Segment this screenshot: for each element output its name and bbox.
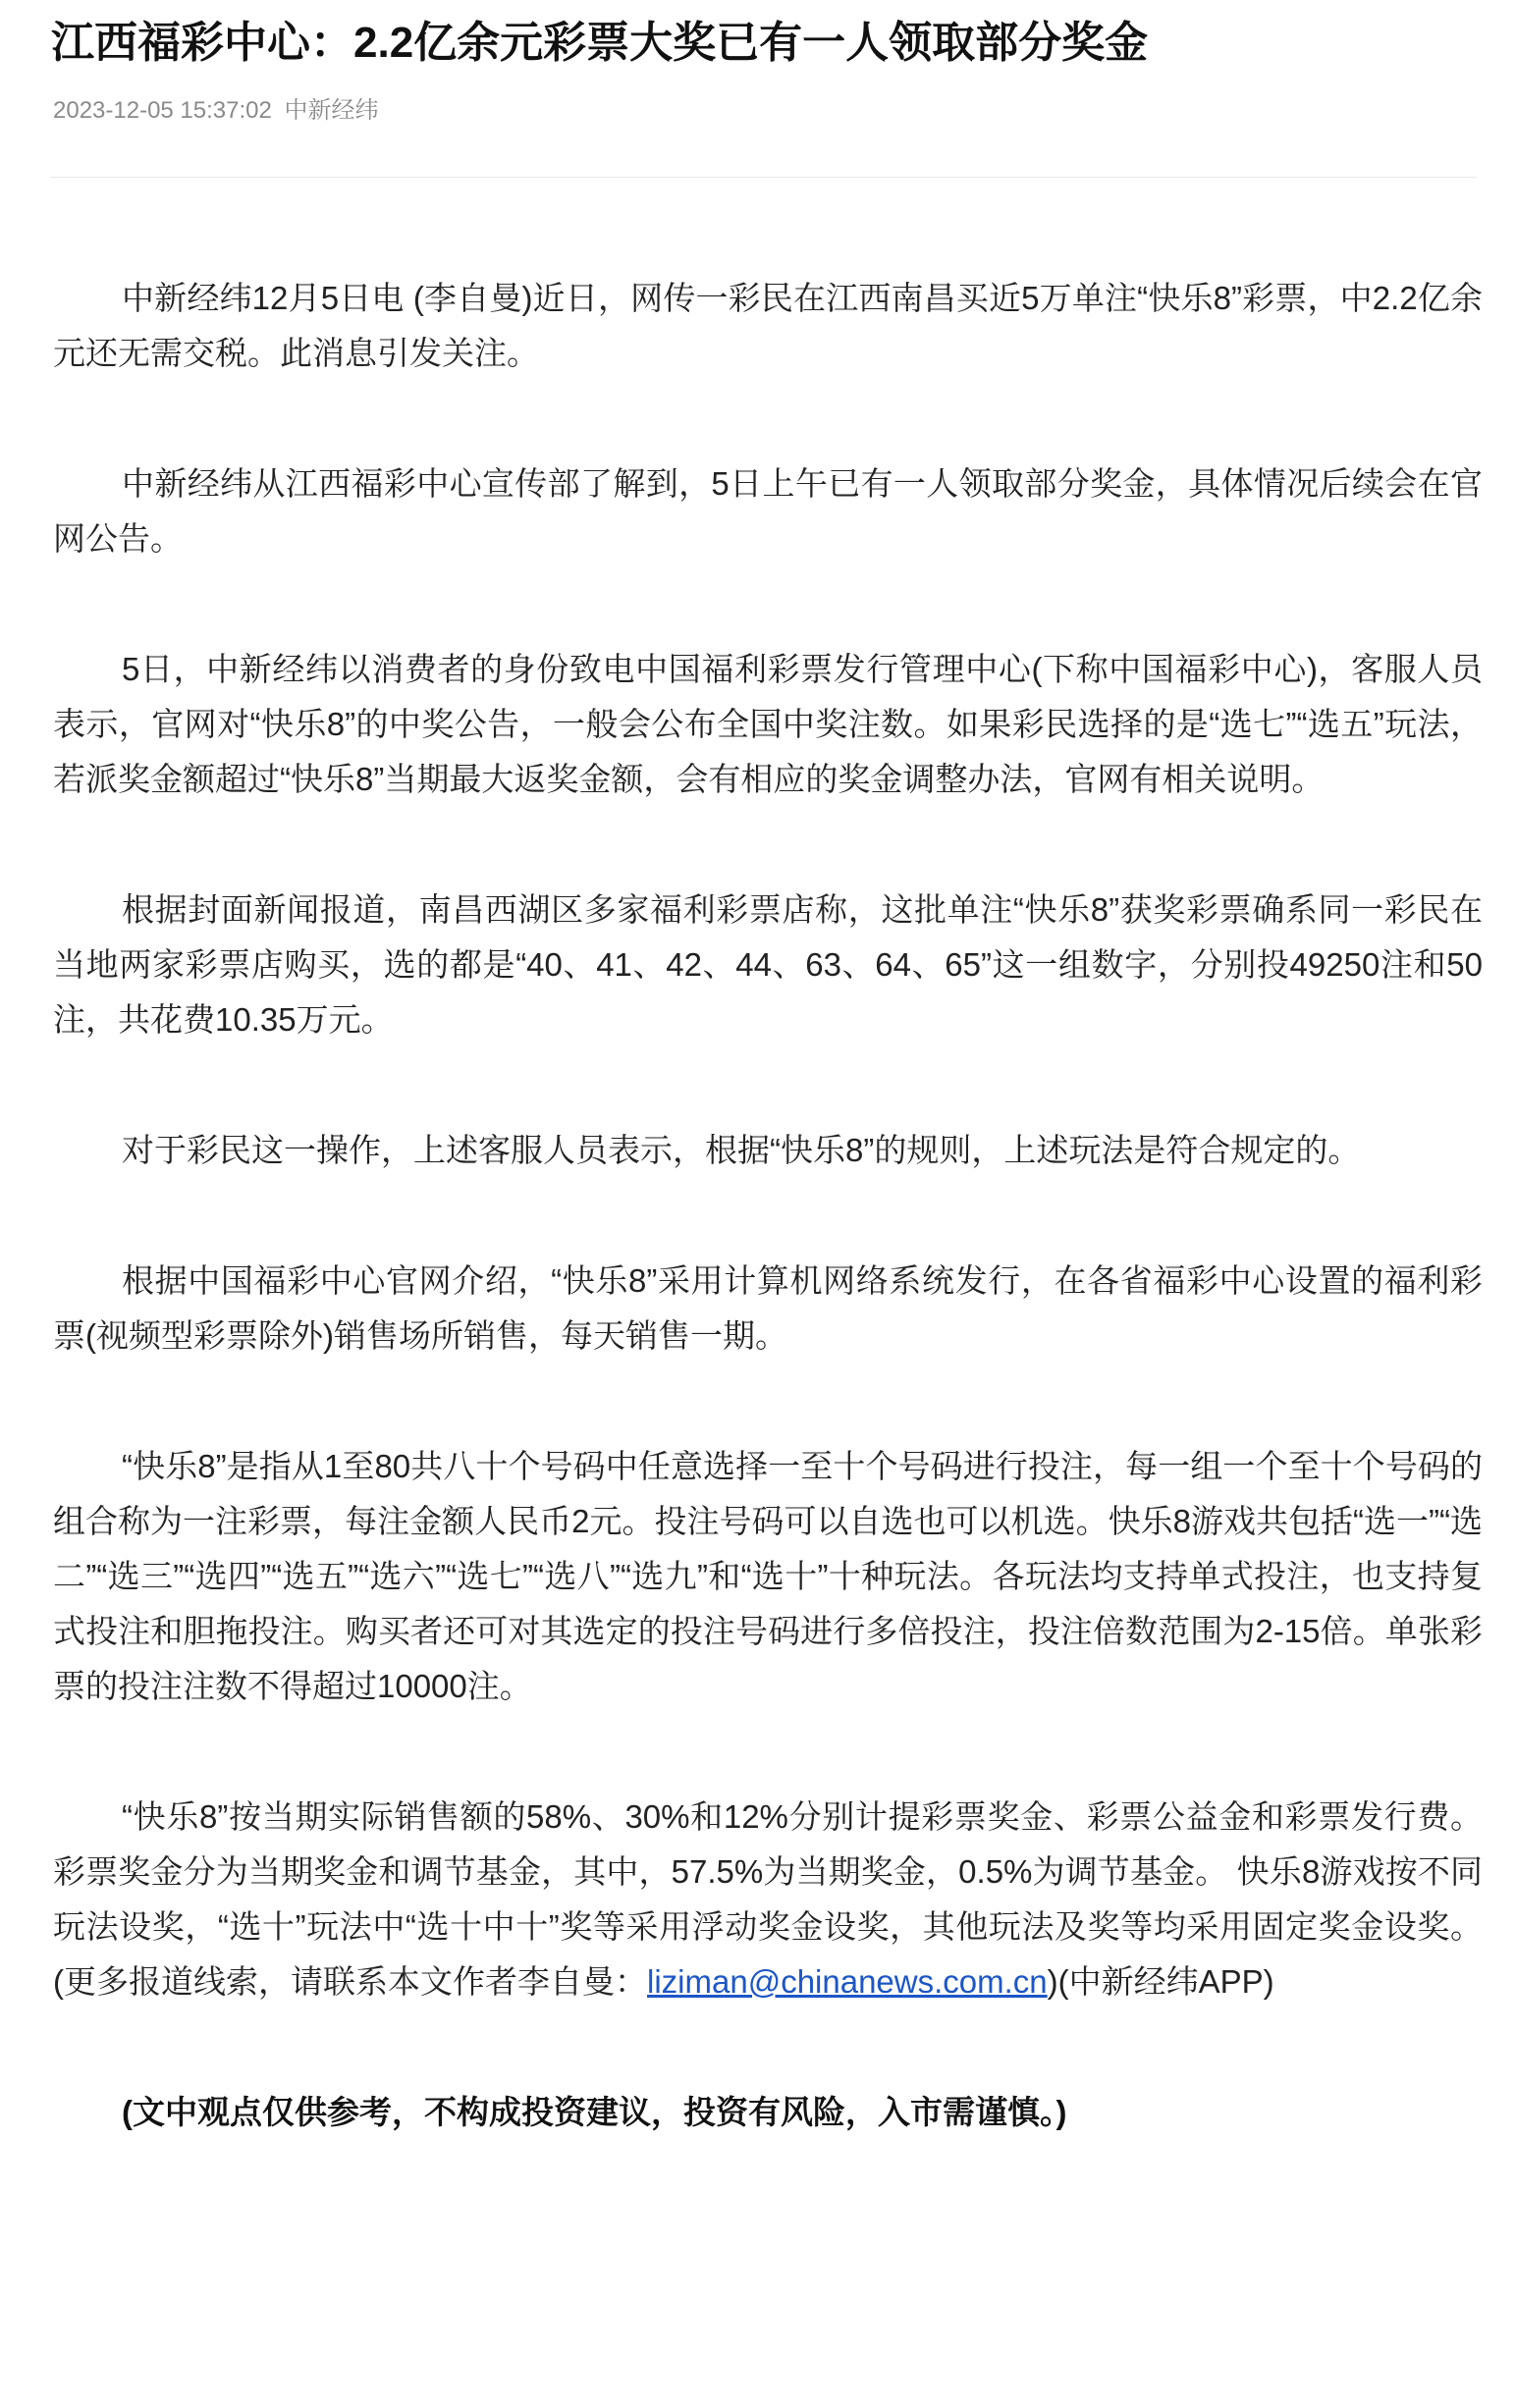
- paragraph: 根据中国福彩中心官网介绍，“快乐8”采用计算机网络系统发行，在各省福彩中心设置的福利彩票(视频型彩票除外)销售场所销售，每天销售一期。: [53, 1262, 1483, 1354]
- header-divider: [51, 177, 1477, 178]
- author-email-link[interactable]: liziman@chinanews.com.cn: [647, 1963, 1048, 2000]
- article-meta: [53, 94, 379, 128]
- paragraph-text-tail: )(中新经纬APP): [1047, 1963, 1274, 2000]
- paragraph: 中新经纬12月5日电 (李自曼)近日，网传一彩民在江西南昌买近5万单注“快乐8”彩票，中2.2亿余元还无需交税。此消息引发关注。: [53, 280, 1483, 371]
- paragraph-text: “快乐8”按当期实际销售额的58%、30%和12%分别计提彩票奖金、彩票公益金和彩票发行费。彩票奖金分为当期奖金和调节基金，其中，57.5%为当期奖金，0.5%为调节基金。 快乐8游戏按不同玩法设奖，“选十”玩法中“选十中十”奖等采用浮动奖金设奖，其他玩法及奖等均采用固定奖金设奖。(更多报道线索，请联系本文作者李自曼：: [53, 1798, 1483, 2000]
- paragraph: 对于彩民这一操作，上述客服人员表示，根据“快乐8”的规则，上述玩法是符合规定的。: [122, 1132, 1361, 1168]
- paragraph: 中新经纬从江西福彩中心宣传部了解到，5日上午已有一人领取部分奖金，具体情况后续会在官网公告。: [53, 465, 1483, 557]
- article-title: 江西福彩中心：2.2亿余元彩票大奖已有一人领取部分奖金: [51, 19, 1149, 67]
- paragraph: 5日，中新经纬以消费者的身份致电中国福利彩票发行管理中心(下称中国福彩中心)，客服人员表示，官网对“快乐8”的中奖公告，一般会公布全国中奖注数。如果彩民选择的是“选七”“选五”玩法，若派奖金额超过“快乐8”当期最大返奖金额，会有相应的奖金调整办法，官网有相关说明。: [53, 651, 1483, 797]
- article-source: 中新经纬: [284, 97, 379, 124]
- paragraph: “快乐8”是指从1至80共八十个号码中任意选择一至十个号码进行投注，每一组一个至十个号码的组合称为一注彩票，每注金额人民币2元。投注号码可以自选也可以机选。快乐8游戏共包括“选一”“选二”“选三”“选四”“选五”“选六”“选七”“选八”“选九”和“选十”十种玩法。各玩法均支持单式投注，也支持复式投注和胆拖投注。购买者还可对其选定的投注号码进行多倍投注，投注倍数范围为2-15倍。单张彩票的投注注数不得超过10000注。: [53, 1448, 1483, 1704]
- article-body: [53, 271, 1483, 2216]
- paragraph-with-contact: [53, 1790, 1483, 2009]
- disclaimer: (文中观点仅供参考，不构成投资建议，投资有风险，入市需谨慎。): [122, 2094, 1067, 2130]
- publish-datetime: 2023-12-05 15:37:02: [53, 97, 272, 124]
- paragraph: 根据封面新闻报道，南昌西湖区多家福利彩票店称，这批单注“快乐8”获奖彩票确系同一彩民在当地两家彩票店购买，选的都是“40、41、42、44、63、64、65”这一组数字，分别投49250注和50注，共花费10.35万元。: [53, 891, 1483, 1038]
